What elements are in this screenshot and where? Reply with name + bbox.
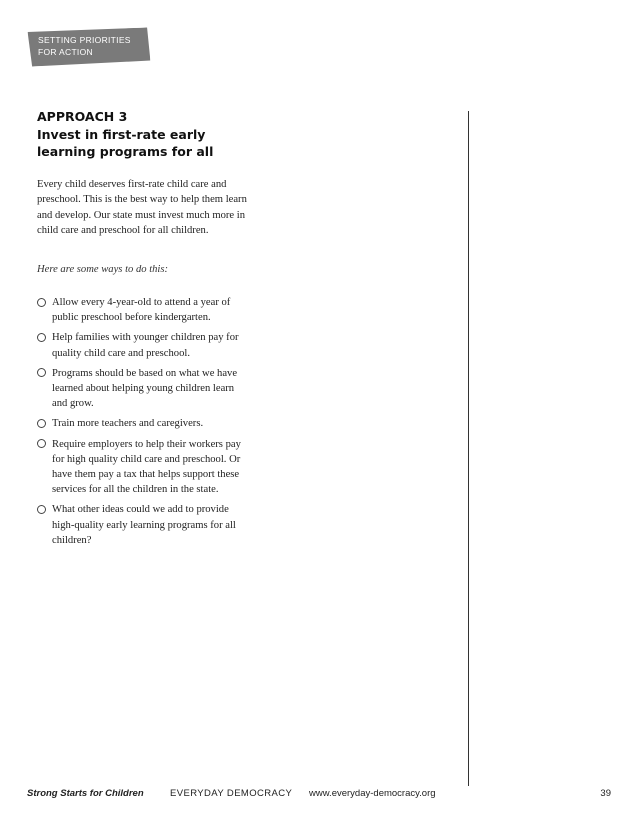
- circle-bullet-icon: [37, 333, 46, 342]
- circle-bullet-icon: [37, 368, 46, 377]
- list-item: [37, 366, 249, 412]
- bullet-list: [37, 295, 249, 553]
- page-footer: [27, 788, 611, 802]
- section-tag: SETTING PRIORITIES FOR ACTION: [38, 35, 131, 57]
- list-item: [37, 502, 249, 548]
- list-item-text: Help families with younger children pay for quality child care and preschool.: [52, 332, 239, 359]
- page-title: Invest in first-rate early learning programs for all: [37, 127, 214, 159]
- intro-paragraph: Every child deserves first-rate child care and preschool. This is the best way to help them learn and develop. Our state must invest much more in child care and preschool for all children.: [37, 179, 247, 236]
- footer-url: www.everyday-democracy.org: [309, 788, 436, 799]
- approach-label: APPROACH 3: [37, 109, 128, 124]
- page-number: 39: [600, 788, 611, 799]
- list-item-text: Programs should be based on what we have learned about helping young children learn and grow.: [52, 367, 238, 410]
- circle-bullet-icon: [37, 419, 46, 428]
- list-item: [37, 295, 249, 325]
- footer-organization: EVERYDAY DEMOCRACY: [170, 788, 293, 799]
- circle-bullet-icon: [37, 298, 46, 307]
- list-item-text: What other ideas could we add to provide high-quality early learning programs for all children?: [52, 504, 236, 546]
- list-item: [37, 330, 249, 360]
- list-item-text: Require employers to help their workers pay for high quality child care and preschool. Or have them pay a tax that helps support these services for all the children in the state.: [52, 438, 241, 496]
- list-item-text: Train more teachers and caregivers.: [52, 418, 204, 430]
- circle-bullet-icon: [37, 505, 46, 514]
- column-divider: [468, 111, 469, 786]
- list-item: [37, 416, 249, 431]
- circle-bullet-icon: [37, 439, 46, 448]
- list-item-text: Allow every 4-year-old to attend a year of public preschool before kindergarten.: [52, 297, 231, 324]
- ways-heading: Here are some ways to do this:: [37, 264, 169, 275]
- footer-publication-title: Strong Starts for Children: [27, 788, 144, 799]
- list-item: [37, 437, 249, 498]
